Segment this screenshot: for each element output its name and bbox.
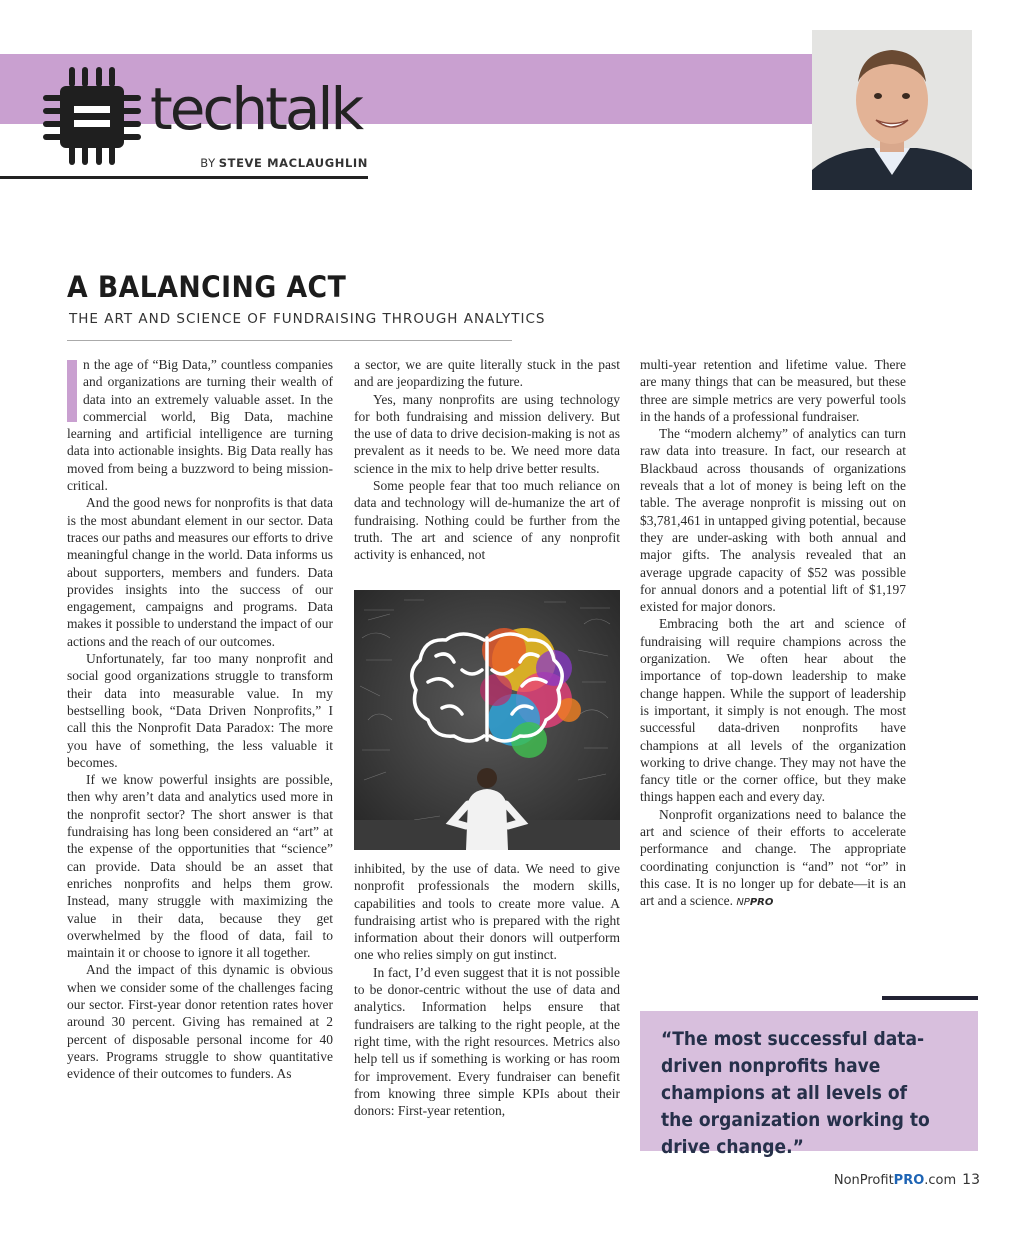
deck-rule (67, 340, 512, 341)
paragraph: multi-year retention and lifetime value. There are many things that can be measured, but these three are simple metrics are very powerful tools in the hands of a professional fundraiser. (640, 357, 906, 424)
paragraph: Unfortunately, far too many nonprofit and social good organizations struggle to transform their data into measurable value. In my bestselling book, “Data Driven Nonprofits,” I call this the Nonprofit Data Paradox: The more you have of something, the less valuable it becomes. (67, 651, 333, 770)
drop-cap-bar (67, 360, 77, 422)
column-2-top (354, 356, 620, 564)
paragraph: In fact, I’d even suggest that it is not possible to be donor-centric without the use of data and analytics. Information helps ensure that fundraisers are talking to the right people, at the right time, with the right resources. Metrics also help tell us if something is working or has room for improvement. Every fundraiser can benefit from knowing three simple KPIs about their donors: First-year retention, (354, 964, 620, 1119)
paragraph: Embracing both the art and science of fundraising will require champions across the organization. We often hear about the importance of top-down leadership to make change happen. While the support of leadership is important, it simply is not enough. The most successful data-driven nonprofits have champions at all levels of the organization working to drive change. They may not have the fancy title or the corner office, but they make things happen each and every day. (640, 616, 906, 805)
pull-quote-rule (882, 996, 978, 1000)
column-1 (67, 356, 333, 1082)
headline: A BALANCING ACT (67, 270, 347, 304)
byline-prefix: BY (200, 156, 216, 170)
paragraph: Some people fear that too much reliance on data and technology will de-humanize the art of fundraising. Nothing could be further from the truth. The art and science of any nonprofit activity is enhanced, not (354, 478, 620, 563)
chip-icon (42, 66, 142, 166)
paragraph: The “modern alchemy” of analytics can turn raw data into treasure. In fact, our research at Blackbaud across thousands of organizations reveals that a lot of money is being left on the table. The average nonprofit is missing out on $3,781,461 in untapped giving potential, because they are under-asking with both annual and major gifts. The analysis revealed that an average upgrade capacity of $52 was possible for annual donors and a potential lift of $1,197 existed for major donors. (640, 426, 906, 615)
site-suffix: .com (924, 1173, 957, 1188)
folio (834, 1172, 980, 1188)
end-signature (736, 897, 773, 908)
paragraph: And the good news for nonprofits is that data is the most abundant element in our sector. Data traces our paths and measures our efforts to drive meaningful change in the world. Data informs us about supporters, members and funders. Data provides insights into the success of our engagement, campaigns and programs. Data makes it possible to understand the impact of our actions and the reach of our outcomes. (67, 495, 333, 649)
techtalk-logo: techtalk (150, 75, 362, 143)
paragraph-text: Nonprofit organizations need to balance the art and science of their efforts to accelerate performance and change. The appropriate coordinating conjunction is “and” not “or” in this case. It is no longer up for debate—it is an art and a science. (640, 806, 906, 909)
author-photo (812, 30, 972, 190)
paragraph: a sector, we are quite literally stuck in the past and are jeopardizing the future. (354, 357, 620, 390)
page-number: 13 (962, 1172, 980, 1188)
byline-author: STEVE MACLAUGHLIN (218, 156, 368, 170)
column-3 (640, 356, 906, 912)
deck: THE ART AND SCIENCE OF FUNDRAISING THROUGH ANALYTICS (69, 311, 546, 327)
paragraph-text: n the age of “Big Data,” countless companies and organizations are turning their wealth of data into an extremely valuable asset. In the commercial world, Big Data, machine learning and artificial intelligence are turning data into actionable insights. Big Data really has moved from being a buzzword to being mission-critical. (67, 357, 333, 494)
byline (150, 156, 368, 170)
end-signature-np: NP (736, 897, 750, 909)
end-signature-pro: PRO (749, 897, 774, 909)
column-2-bottom (354, 860, 620, 1119)
header-rule (0, 176, 368, 179)
site-pro: PRO (893, 1173, 925, 1188)
paragraph: Yes, many nonprofits are using technology for both fundraising and mission delivery. But the use of data to drive decision-making is not as prevalent as it needs to be. We need more data science in the mix to help drive better results. (354, 391, 620, 476)
paragraph: If we know powerful insights are possible, then why aren’t data and analytics used more in the nonprofit sector? The short answer is that fundraising has long been considered an “art” at the expense of the opportunities that “science” can provide. Data should be an asset that enriches nonprofits and helps them grow. Instead, many struggle with maximizing the value in their data, because they get overwhelmed by the flood of data, fail to maintain it or choose to ignore it all together. (67, 772, 333, 961)
pull-quote: “The most successful data-driven nonprofits have champions at all levels of the organization working to drive change.” (661, 1028, 930, 1158)
brain-chalkboard-illustration (354, 590, 620, 850)
paragraph (640, 806, 906, 912)
site-prefix: NonProfit (833, 1173, 894, 1188)
paragraph: inhibited, by the use of data. We need to give nonprofit professionals the modern skills, capabilities and tools to create more value. A fundraising artist who is prepared with the right information about their donors will outperform one who relies simply on gut instinct. (354, 861, 620, 963)
paragraph: And the impact of this dynamic is obvious when we consider some of the challenges facing our sector. First-year donor retention rates hover around 30 percent. Giving has remained at 2 percent of disposable personal income for 40 years. Programs struggle to show quantitative evidence of their outcomes to funders. As (67, 962, 333, 1082)
paragraph (67, 356, 333, 494)
